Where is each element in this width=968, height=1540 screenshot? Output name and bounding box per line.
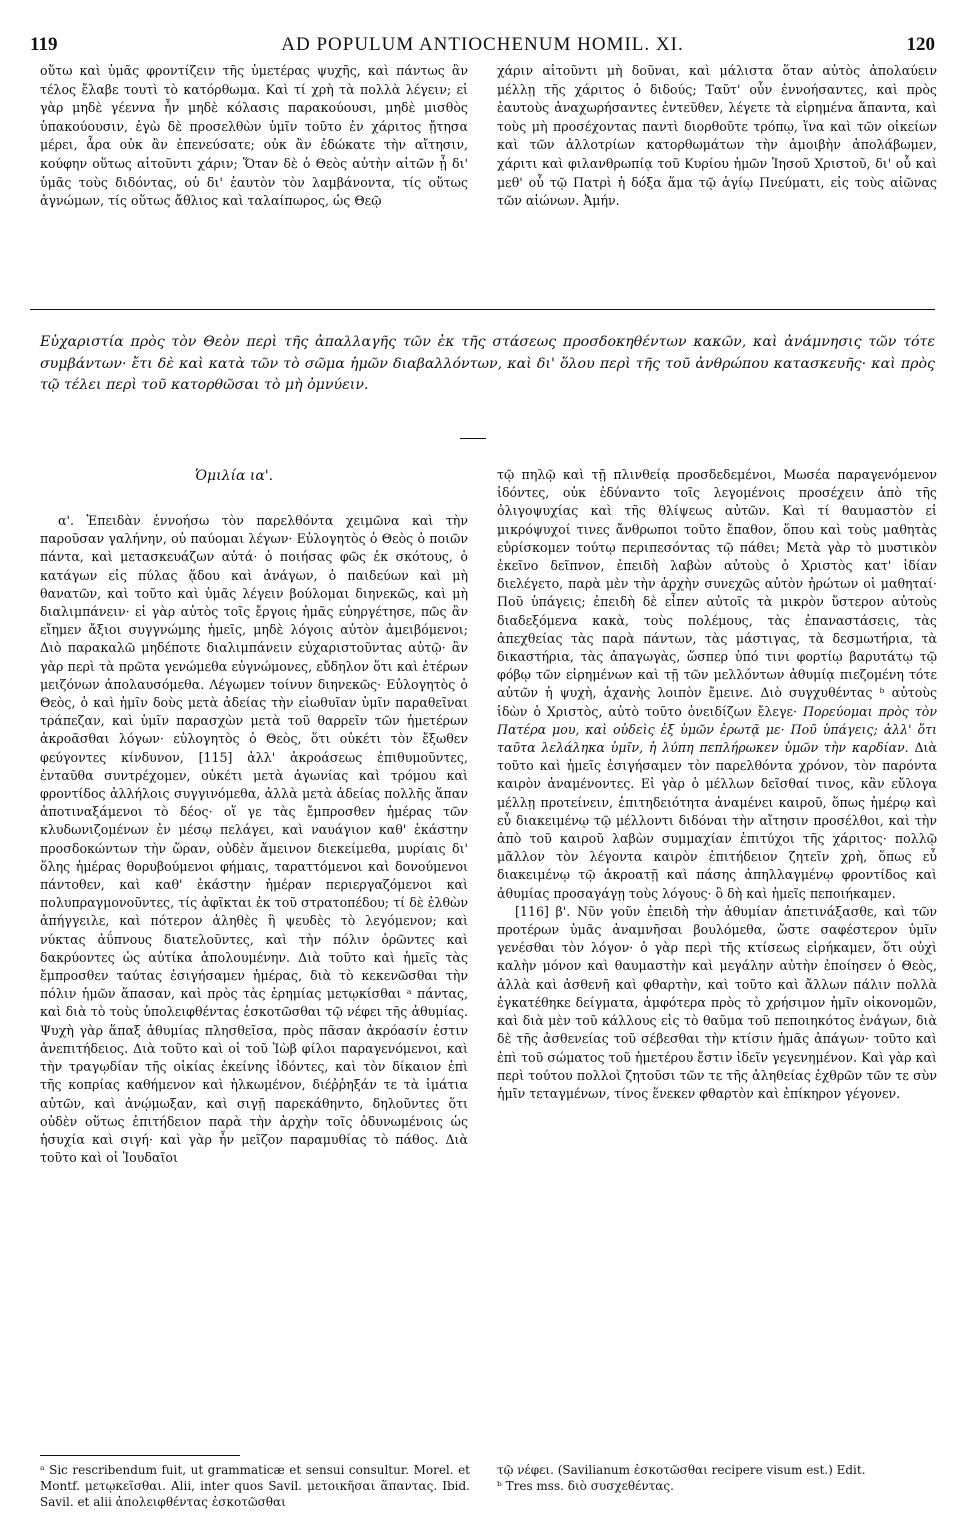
page-number-left: 119: [30, 34, 58, 55]
paragraph-1: α'. Ἐπειδὰν ἐννοήσω τὸν παρελθόντα χειμῶνα καὶ τὴν παροῦσαν γαλήνην, οὐ παύομαι λέγων· Εὐλογητὸς ὁ Θεὸς ὁ ποιῶν πάντα, καὶ μετασκευάζων αὐτά· ὁ ποιήσας φῶς ἐκ σκότους, ὁ κατάγων εἰς πύλας ᾅδου καὶ ἀνάγων, ὁ παιδεύων καὶ μὴ θανατῶν, καὶ τοῦτο καὶ ὑμᾶς λέγειν βούλομαι διηνεκῶς, καὶ μὴ διαλιμπάνειν· εἰ γὰρ αὐτὸς τοῖς ἔργοις ἡμᾶς εὐηργέτησε, πῶς ἂν εἴημεν ἄξιοι συγγνώμης ἡμεῖς, μηδὲ λόγοις αὐτὸν ἀμειβόμενοι; Διὸ παρακαλῶ μηδέποτε διαλιμπάνειν εὐχαριστοῦντας αὐτῷ· ἂν γὰρ περὶ τὰ πρῶτα γενώμεθα εὐγνώμονες, εὔδηλον ὅτι καὶ ἑτέρων μειζόνων ἀπολαυσόμεθα. Λέγωμεν τοίνυν διηνεκῶς· Εὐλογητὸς ὁ Θεὸς, ὁ καὶ ἡμῖν δοὺς μετὰ ἀδείας τὴν εἰωθυῖαν ὑμῖν παραθεῖναι τράπεζαν, καὶ ὑμῖν παρασχὼν μετὰ τοῦ θαρρεῖν τῶν ἡμετέρων ἀκροᾶσθαι λόγων· εὐλογητὸς ὁ Θεὸς, ὅτι οὐκέτι τὸν ἔξωθεν φεύγοντες κίνδυνον, [115] ἀλλ' ἀκροάσεως ἐπιθυμοῦντες, ἐνταῦθα συντρέχομεν, οὐκέτι μετὰ ἀγωνίας καὶ τρόμου καὶ φροντίδος ἀλλήλοις συγγινόμεθα, ἀλλὰ μετὰ ἀδείας πολλῆς ἅπαν ἀποτιναξάμενοι τὸ δέος· οἵ γε τὰς ἔμπροσθεν ἡμέρας τῶν κλυδωνιζομένων ἐν μέσῳ πελάγει, καὶ ναυάγιον καθ' ἑκάστην προσδοκώντων τὴν ὥραν, οὐδὲν ἄμεινον διεκείμεθα, μυρίαις δι' ὅλης ἡμέρας θορυβούμενοι φήμαις, ταραττόμενοι καὶ δονούμενοι πάντοθεν, καὶ καθ' ἑκάστην ἡμέραν περιεργαζόμενοι καὶ πολυπραγμονοῦντες, τίς ἀφῖκται ἐκ τοῦ στρατοπέδου; τί δὲ ἐλθὼν ἀπήγγειλε, καὶ πότερον ἀληθὲς ἢ ψευδὲς τὸ λεγόμενον; καὶ νύκτας ἀΰπνους διατελοῦντες, καὶ τὴν πόλιν ὁρῶντες καὶ δακρύοντες ὡς αὐτίκα ἀπολουμένην. Διὰ τοῦτο καὶ ἡμεῖς τὰς ἔμπροσθεν ταύτας ἐσιγήσαμεν ἡμέρας, διὰ τὸ κεκενῶσθαι τὴν πόλιν ἡμῶν ἅπασαν, καὶ πρὸς τὰς ἐρημίας μετῳκίσθαι ᵃ πάντας, καὶ διὰ τὸ τοὺς ὑπολειφθέντας ἐσκοτῶσθαι τῷ νέφει τῆς ἀθυμίας. Ψυχὴ γὰρ ἅπαξ ἀθυμίας πλησθεῖσα, πρὸς πᾶσαν ἀκρόασίν ἐστιν ἀνεπιτήδειος. Διὰ τοῦτο καὶ οἱ τοῦ Ἰὼβ φίλοι παραγενόμενοι, καὶ τὴν τραγῳδίαν τῆς οἰκίας ἐκείνης ἰδόντες, καὶ τὸν δίκαιον ἐπὶ τῆς κοπρίας καθήμενον καὶ ἡλκωμένον, διέῤῥηξάν τε τὰ ἱμάτια αὐτῶν, καὶ ἀνῴμωξαν, καὶ σιγῇ παρεκάθηντο, δηλοῦντες ὅτι οὐδὲν οὕτως ἐπιτήδειον παρὰ τὴν ἀρχὴν τοῖς ὀδυνωμένοις ὡς ἡσυχία καὶ σιγή· καὶ γὰρ ἦν μεῖζον παραμυθίας τὸ πάθος. Διὰ τοῦτο καὶ οἱ Ἰουδαῖοι: [40, 513, 468, 1166]
short-dash-divider: [460, 438, 486, 439]
footnote-b: ᵇ Tres mss. διὸ συσχεθέντας.: [497, 1479, 674, 1493]
running-header: [30, 34, 935, 58]
top-right-paragraph: χάριν αἰτοῦντι μὴ δοῦναι, καὶ μάλιστα ὅταν αὐτὸς ἀπολαύειν μέλλῃ τῆς χάριτος ὁ διδούς; Ταῦτ' οὖν ἐννοήσαντες, καὶ πρὸς ἑαυτοὺς ἀναχωρήσαντες ἐντεῦθεν, λέγετε τὰ εἰρημένα ἅπαντα, καὶ τοὺς μὴ προσέχοντας παντὶ διορθοῦτε τρόπῳ, ἵνα καὶ τῶν οἰκείων καὶ τῶν ἀλλοτρίων κατορθωμάτων τὴν ἀμοιβὴν ἀπολάβωμεν, χάριτι καὶ φιλανθρωπίᾳ τοῦ Κυρίου ἡμῶν Ἰησοῦ Χριστοῦ, δι' οὗ καὶ μεθ' οὗ τῷ Πατρὶ ἡ δόξα ἅμα τῷ ἁγίῳ Πνεύματι, εἰς τοὺς αἰῶνας τῶν αἰώνων. Ἀμήν.: [497, 63, 937, 209]
top-right-column: [497, 62, 937, 211]
footnote-rule: [40, 1455, 240, 1456]
paragraph-1-continued: [497, 466, 937, 903]
main-right-column: [497, 466, 937, 1103]
footnote-a: ᵃ Sic rescribendum fuit, ut grammaticæ et sensui consultur. Morel. et Montf. μετῳκεῖσθαι. Alii, inter quos Savil. μετοικῆσαι ἅπαντας. Ibid. Savil. et alii ἀπολειφθέντας ἐσκοτῶσθαι: [40, 1463, 470, 1509]
scripture-quote: Πορεύομαι πρὸς τὸν Πατέρα μου, καὶ οὐδεὶς ἐξ ὑμῶν ἐρωτᾷ με· Ποῦ ὑπάγεις; ἀλλ' ὅτι ταῦτα λελάληκα ὑμῖν, ἡ λύπη πεπλήρωκεν ὑμῶν τὴν καρδίαν.: [497, 703, 937, 756]
paragraph-1-end-text: Διὰ τοῦτο καὶ ἡμεῖς ἐσιγήσαμεν τὸν παρελθόντα χρόνον, τὸν παρόντα καιρὸν ἀναμένοντες. Εἰ γὰρ ὁ μέλλων δεῖσθαί τινος, κἂν εὔλογα μέλλῃ προτείνειν, ἐπιτηδειότητα ἀναμένει καιροῦ, ὅπως ἡμέρῳ καὶ εὖ διακειμένῳ τῷ μέλλοντι διδόναι τὴν αἴτησιν προσέλθοι, καὶ τὴν ἀπὸ τοῦ καιροῦ λαβὼν συμμαχίαν ἐπιτύχοι τῆς χάριτος· πολλῷ μᾶλλον τὸν λέγοντα καιρὸν ἐπιτήδειον ζητεῖν χρὴ, ὅπως εὖ διακειμένῳ τῷ ἀκροατῇ καὶ πάσης ἀπηλλαγμένῳ φροντίδος καὶ ἀθυμίας προσαγάγῃ τοὺς λόγους· ὃ δὴ καὶ ἡμεῖς πεποιήκαμεν.: [497, 740, 937, 901]
top-left-paragraph: οὕτω καὶ ὑμᾶς φροντίζειν τῆς ὑμετέρας ψυχῆς, καὶ πάντως ἂν τέλος ἔλαβε τουτὶ τὸ κατόρθωμα. Καὶ τί χρὴ τὰ πολλὰ λέγειν; εἰ γὰρ μηδὲ γέεννα ἦν μηδὲ κόλασις παρακούουσι, μηδὲ μισθὸς ὑπακούουσιν, ἐγὼ δὲ προσελθὼν ὑμῖν τοῦτο ἐν χάριτος ᾔτησα μέρει, ἆρα οὐκ ἂν ἐπενεύσατε; οὐκ ἂν ἐδώκατε τὴν αἴτησιν, κούφην οὕτως αἰτοῦντι χάριν; Ὅταν δὲ ὁ Θεὸς αὐτὴν αἰτῶν ᾖ δι' ὑμᾶς τοὺς διδόντας, οὐ δι' ἑαυτὸν τὸν λαμβάνοντα, τίς οὕτως ἀγνώμων, τίς οὕτως ἄθλιος καὶ ταλαίπωρος, ὡς Θεῷ: [40, 63, 468, 209]
paragraph-1-continued-text: τῷ πηλῷ καὶ τῇ πλινθείᾳ προσδεδεμένοι, Μωσέα παραγενόμενον ἰδόντες, οὐκ ἐδύναντο τοῖς λεγομένοις προσέχειν ἀπὸ τῆς ὀλιγοψυχίας καὶ τῆς θλίψεως αὐτῶν. Καὶ τί θαυμαστὸν εἰ μικρόψυχοί τινες ἄνθρωποι τοῦτο ἔπαθον, ὅπου καὶ τοὺς μαθητὰς εὑρίσκομεν τούτῳ περιπεσόντας τῷ πάθει; Μετὰ γὰρ τὸ μυστικὸν ἐκεῖνο δεῖπνον, ἐπειδὴ λαβὼν αὐτοὺς ὁ Χριστὸς κατ' ἰδίαν διελέγετο, παρὰ μὲν τὴν ἀρχὴν συνεχῶς αὐτὸν ἠρώτων οἱ μαθηταί· Ποῦ ὑπάγεις; ἐπειδὴ δὲ εἶπεν αὐτοῖς τὰ μικρὸν ὕστερον αὐτοὺς διαδεξόμενα κακὰ, τοὺς πολέμους, τὰς ἐπαναστάσεις, τὰς ἀπεχθείας τὰς παρὰ πάντων, τὰς μάστιγας, τὰ δεσμωτήρια, τὰ δικαστήρια, τὰς ἀπαγωγὰς, ὥσπερ ὑπό τινι φορτίῳ βαρυτάτῳ τῷ φόβῳ τῶν εἰρημένων καὶ τῇ τῶν μελλόντων ἀθυμίᾳ πιεζομένη τότε αὐτῶν ἡ ψυχὴ, ἀχανὴς λοιπὸν ἔμεινε. Διὸ συγχυθέντας ᵇ αὐτοὺς ἰδὼν ὁ Χριστὸς, αὐτὸ τοῦτο ὀνειδίζων ἔλεγε·: [497, 467, 937, 719]
paragraph-2: [116] β'. Νῦν γοῦν ἐπειδὴ τὴν ἀθυμίαν ἀπετινάξασθε, καὶ τῶν προτέρων ὑμᾶς ἀναμνῆσαι βουλόμεθα, ὥστε σαφέστερον ὑμῖν γενέσθαι τὸν λόγον· ὁ γὰρ περὶ τῆς κτίσεως εἰρήκαμεν, ὅτι οὐχὶ καλὴν μόνον καὶ θαυμαστὴν καὶ μεγάλην αὐτὴν ἐποίησεν ὁ Θεὸς, ἀλλὰ καὶ ἀσθενῆ καὶ φθαρτὴν, καὶ τοῦτο καὶ ἄλλων πάλιν πολλὰ ἐγκατέθηκε δείγματα, ἀμφότερα πρὸς τὸ χρήσιμον ἡμῖν οἰκονομῶν, καὶ διὰ μὲν τοῦ κάλλους εἰς τὸ θαῦμα τοῦ πεποιηκότος ἐνάγων, διὰ δὲ τῆς ἀσθενείας τοῦ σέβεσθαι τὴν κτίσιν ἡμᾶς ἀπάγων· τοῦτο καὶ ἐπὶ τοῦ σώματος τοῦ ἡμετέρου ἔστιν ἰδεῖν γεγενημένον. Καὶ γὰρ καὶ περὶ τούτου πολλοὶ ζητοῦσι τῶν τε τῆς ἀληθείας ἐχθρῶν τῶν τε σὺν ἡμῖν τεταγμένων, τίνος ἕνεκεν φθαρτὸν καὶ ἐπίκηρον γέγονεν.: [497, 903, 937, 1101]
page-number-right: 120: [906, 34, 935, 55]
homily-title: Ὁμιλία ια'.: [195, 468, 274, 484]
main-left-column: [40, 512, 468, 1167]
footnote-right: [497, 1462, 937, 1494]
section-divider: [30, 309, 935, 310]
homily-argument: Εὐχαριστία πρὸς τὸν Θεὸν περὶ τῆς ἀπαλλαγῆς τῶν ἐκ τῆς στάσεως προσδοκηθέντων κακῶν, καὶ ἀνάμνησις τῶν τότε συμβάντων· ἔτι δὲ καὶ κατὰ τῶν τὸ σῶμα ἡμῶν διαβαλλόντων, καὶ δι' ὅλου περὶ τῆς τοῦ ἀνθρώπου κατασκευῆς· καὶ πρὸς τῷ τέλει περὶ τοῦ κατορθῶσαι τὸ μὴ ὀμνύειν.: [40, 334, 935, 393]
top-left-column: [40, 62, 468, 211]
footnote-a-continued: τῷ νέφει. (Savilianum ἐσκοτῶσθαι recipere visum est.) Edit.: [497, 1463, 866, 1477]
running-title: AD POPULUM ANTIOCHENUM HOMIL. XI.: [281, 34, 684, 55]
